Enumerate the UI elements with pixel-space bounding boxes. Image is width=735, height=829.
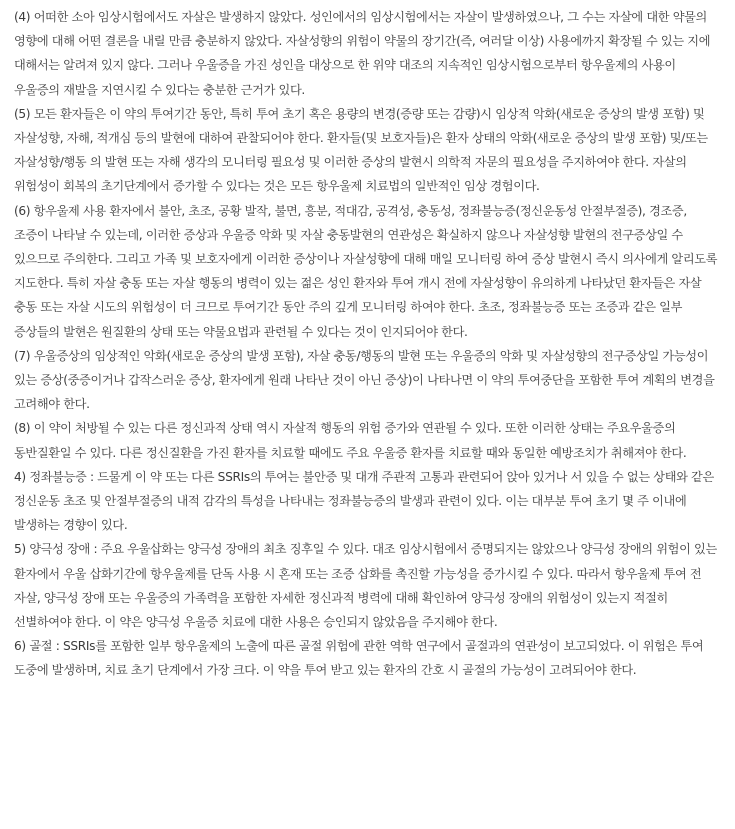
section-bone-fracture: 6) 골절 : SSRIs를 포함한 일부 항우울제의 노출에 따른 골절 위험에 관한 역학 연구에서 골절과의 연관성이 보고되었다. 이 위험은 투여 도중에 발생하며, 치료 초기 단계에서 가장 크다. 이 약을 투여 받고 있는 환자의 간호 시 골절의 가능성이 고려되어야 한다. <box>14 639 704 678</box>
paragraph-8-other-psychiatric-conditions: (8) 이 약이 처방될 수 있는 다른 정신과적 상태 역시 자살적 행동의 위험 증가와 연관될 수 있다. 또한 이러한 상태는 주요우울증의 동반질환일 수 있다. 다른 정신질환을 가진 환자를 치료할 때에도 주요 우울증 환자를 치료할 때와 동일한 예방조치가 취해져야 한다. <box>14 421 687 460</box>
paragraph-4-no-pediatric-suicide: (4) 어떠한 소아 임상시험에서도 자살은 발생하지 않았다. 성인에서의 임상시험에서는 자살이 발생하였으나, 그 수는 자살에 대한 약물의 영향에 대해 어떤 결론을 내릴 만큼 충분하지 않았다. 자살성향의 위험이 약물의 장기간(즉, 여러달 이상) 사용에까지 확장될 수 있는 지에 대해서는 알려져 있지 않다. 그러나 우울증을 가진 성인을 대상으로 한 위약 대조의 지속적인 임상시험으로부터 항우울제의 사용이 우울증의 재발을 지연시킬 수 있다는 충분한 근거가 있다. <box>14 10 711 97</box>
section-bipolar-disorder: 5) 양극성 장애 : 주요 우울삽화는 양극성 장애의 최초 징후일 수 있다. 대조 임상시험에서 증명되지는 않았으나 양극성 장애의 위험이 있는 환자에서 우울 삽화기간에 항우울제를 단독 사용 시 혼재 또는 조증 삽화를 촉진할 가능성을 증가시킬 수 있다. 따라서 항우울제 투여 전 자살, 양극성 장애 또는 우울증의 가족력을 포함한 자세한 정신과적 병력에 대해 확인하여 양극성 장애의 위험성이 있는지 적절히 선별하여야 한다. 이 약은 양극성 우울증 치료에 대한 사용은 승인되지 않았음을 주지해야 한다. <box>14 542 717 630</box>
paragraph-6-prodromal-symptoms: (6) 항우울제 사용 환자에서 불안, 초조, 공황 발작, 불면, 흥분, 적대감, 공격성, 충동성, 정좌불능증(정신운동성 안절부절증), 경조증, 조증이 나타날 수 있는데, 이러한 증상과 우울증 악화 및 자살 충동발현의 연관성은 확실하지 않으나 자살성향 발현의 전구증상일 수 있으므로 주의한다. 그리고 가족 및 보호자에게 이러한 증상이나 자살성향에 대해 매일 모니터링 하여 증상 발현시 즉시 의사에게 알리도록 지도한다. 특히 자살 충동 또는 자살 행동의 병력이 있는 젊은 성인 환자와 투여 개시 전에 자살성향이 유의하게 나타났던 환자들은 자살 충동 또는 자살 시도의 위험성이 더 크므로 투여기간 동안 주의 깊게 모니터링 하여야 한다. 초조, 정좌불능증 또는 조증과 같은 일부 증상들의 발현은 원질환의 상태 또는 약물요법과 관련될 수 있다는 것이 인지되어야 한다. <box>14 203 718 339</box>
paragraph-7-clinical-worsening: (7) 우울증상의 임상적인 악화(새로운 증상의 발생 포함), 자살 충동/행동의 발현 또는 우울증의 악화 및 자살성향의 전구증상일 가능성이 있는 증상(중증이거나 갑작스러운 증상, 환자에게 원래 나타난 것이 아닌 증상)이 나타나면 이 약의 투여중단을 포함한 투여 계획의 변경을 고려해야 한다. <box>14 348 715 412</box>
section-akathisia: 4) 정좌불능증 : 드물게 이 약 또는 다른 SSRIs의 투여는 불안증 및 대개 주관적 고통과 관련되어 앉아 있거나 서 있을 수 없는 상태와 같은 정신운동 초조 및 안절부절증의 내적 감각의 특성을 나타내는 정좌불능증의 발생과 관련이 있다. 이는 대부분 투여 초기 몇 주 이내에 발생하는 경향이 있다. <box>14 469 714 533</box>
paragraph-5-monitoring-all-patients: (5) 모든 환자들은 이 약의 투여기간 동안, 특히 투여 초기 혹은 용량의 변경(증량 또는 감량)시 임상적 악화(새로운 증상의 발생 포함) 및 자살성향, 자해, 적개심 등의 발현에 대하여 관찰되어야 한다. 환자들(및 보호자들)은 환자 상태의 악화(새로운 증상의 발생 포함) 및/또는 자살성향/행동 의 발현 또는 자해 생각의 모니터링 필요성 및 이러한 증상의 발현시 의학적 자문의 필요성을 주지하여야 한다. 자살의 위험성이 회복의 초기단계에서 증가할 수 있다는 것은 모든 항우울제 치료법의 일반적인 임상 경험이다. <box>14 106 708 194</box>
